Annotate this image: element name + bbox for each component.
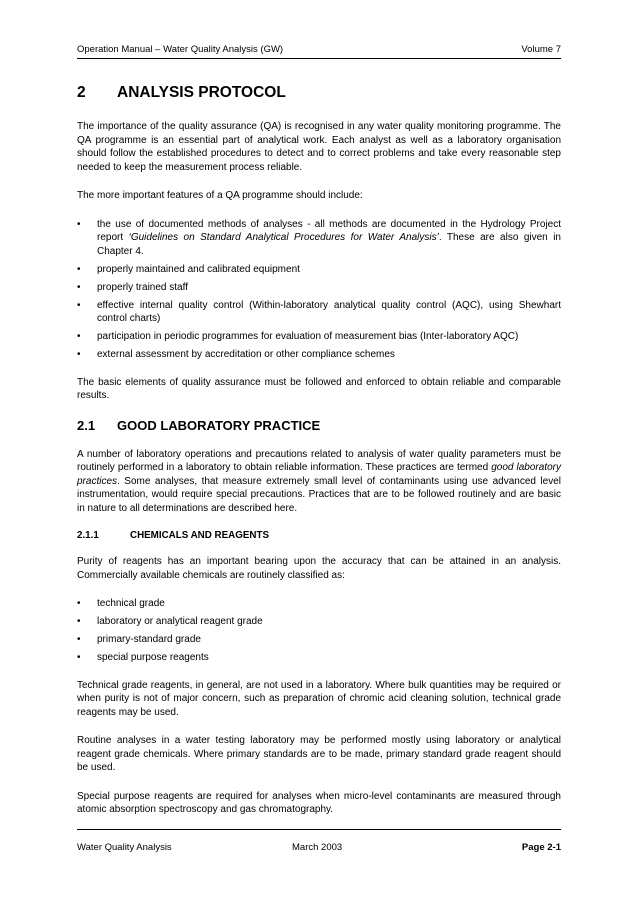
subsection-number: 2.1: [77, 417, 96, 433]
list-item: • the use of documented methods of analyses - all methods are documented in the Hydrology Project report ‘Guidelines on Standard Analytical Procedures for Water Analysis’. These are also given in Chapter 4.: [77, 218, 561, 257]
bullet-icon: •: [77, 331, 81, 342]
subsubsection-number: 2.1.1: [77, 530, 99, 541]
bullet-icon: •: [77, 281, 81, 293]
list-item: • technical grade: [77, 598, 165, 609]
section-title: ANALYSIS PROTOCOL: [117, 84, 286, 101]
page-number: Page 2-1: [521, 842, 561, 853]
bullet-icon: •: [77, 263, 81, 275]
reagent-grades-list: [77, 597, 561, 665]
features-intro-paragraph: The more important features of a QA programme should include:: [77, 190, 363, 201]
list-item: • external assessment by accreditation or other compliance schemes: [77, 349, 395, 360]
section-heading: [77, 84, 561, 102]
bullet-icon: •: [77, 299, 81, 311]
list-item: • participation in periodic programmes for evaluation of measurement bias (Inter-laboratory AQC): [77, 331, 519, 342]
qa-features-list: [77, 218, 561, 362]
reagent-purity-paragraph: Purity of reagents has an important bearing upon the accuracy that can be attained in an analysis. Commercially available chemicals are routinely classified as:: [77, 556, 561, 581]
special-purpose-paragraph: Special purpose reagents are required for analyses when micro-level contaminants are measured through atomic absorption spectroscopy and gas chromatography.: [77, 790, 561, 815]
subsection-heading: [77, 418, 561, 433]
header-volume: Volume 7: [521, 44, 561, 55]
list-item: • properly maintained and calibrated equipment: [77, 263, 300, 275]
page-content: [77, 84, 561, 832]
bullet-icon: •: [77, 634, 81, 645]
subsubsection-title: CHEMICALS AND REAGENTS: [130, 530, 269, 541]
section-number: 2: [77, 84, 86, 101]
header-title: Operation Manual – Water Quality Analysis (GW): [77, 44, 284, 55]
page-header: [77, 44, 561, 59]
glp-paragraph: A number of laboratory operations and precautions related to analysis of water quality parameters must be routinely performed in a laboratory to obtain reliable information. These practices are termed good laboratory practices. Some analyses, that measure extremely small level of contaminants using use advanced level instrumentation, would require special precautions. Practices that are to be followed routinely and are basic in nature to all determinations are described here.: [77, 448, 561, 514]
report-title: ‘Guidelines on Standard Analytical Procedures for Water Analysis’: [128, 232, 439, 243]
footer-date: March 2003: [292, 842, 343, 853]
technical-grade-paragraph: Technical grade reagents, in general, are not used in a laboratory. Where bulk quantities may be required or when purity is not of major concern, such as preparation of chromic acid cleaning solution, technical grade reagents may be used.: [77, 679, 561, 718]
list-item: • special purpose reagents: [77, 652, 209, 663]
page-footer: [77, 829, 561, 856]
list-item: • properly trained staff: [77, 281, 188, 293]
bullet-icon: •: [77, 616, 81, 627]
qa-elements-paragraph: The basic elements of quality assurance must be followed and enforced to obtain reliable and comparable results.: [77, 376, 561, 401]
footer-title: Water Quality Analysis: [77, 842, 172, 853]
bullet-icon: •: [77, 652, 81, 663]
list-item: • primary-standard grade: [77, 634, 201, 645]
routine-analyses-paragraph: Routine analyses in a water testing laboratory may be performed mostly using laboratory or analytical reagent grade chemicals. Where primary standards are to be made, primary standard grade reagent should be used.: [77, 735, 561, 773]
list-item: • laboratory or analytical reagent grade: [77, 616, 263, 627]
list-item: • effective internal quality control (Within-laboratory analytical quality control (AQC), using Shewhart control charts): [77, 299, 561, 324]
bullet-icon: •: [77, 598, 81, 609]
subsection-title: GOOD LABORATORY PRACTICE: [117, 417, 321, 433]
bullet-icon: •: [77, 349, 81, 360]
bullet-icon: •: [77, 218, 81, 230]
subsubsection-heading: [77, 530, 561, 541]
intro-paragraph: The importance of the quality assurance (QA) is recognised in any water quality monitoring programme. The QA programme is an essential part of analytical work. Each analyst as well as a laboratory organisation should follow the established procedures to detect and to correct problems and take every reasonable step needed to keep the measurement process reliable.: [77, 121, 561, 173]
